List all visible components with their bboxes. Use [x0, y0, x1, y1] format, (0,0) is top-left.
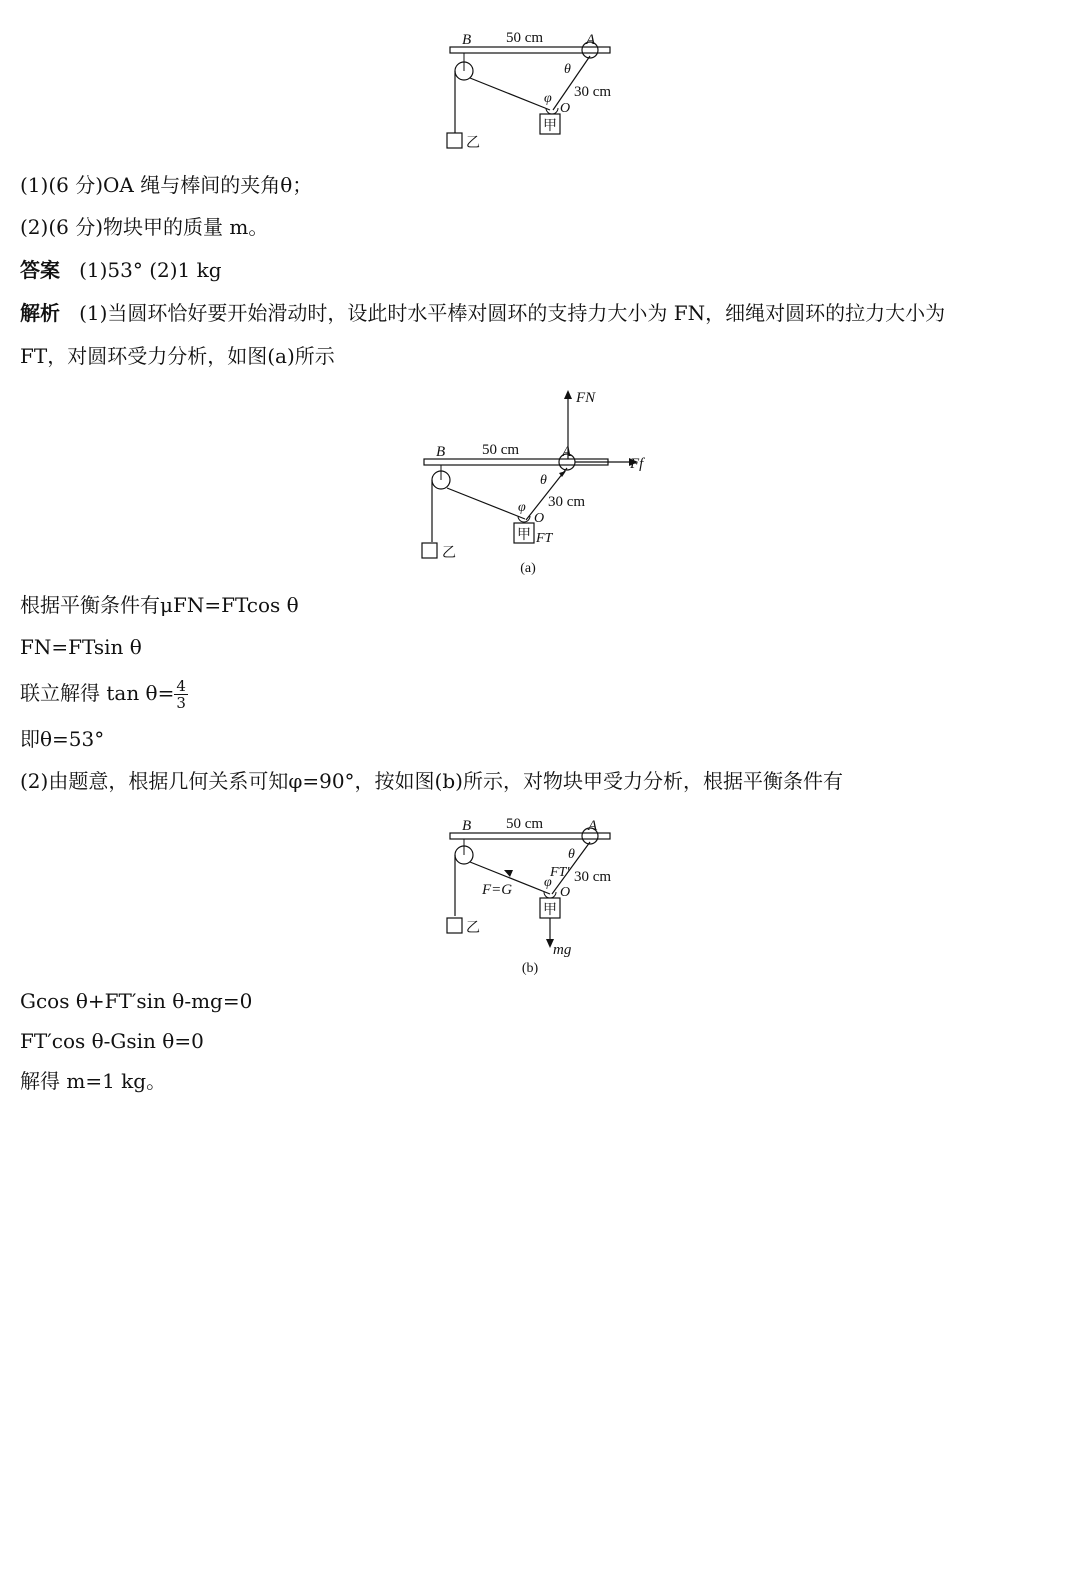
answer-row	[20, 257, 222, 283]
block-yi-label: 乙	[466, 921, 480, 936]
question-1: (1)(6 分)OA 绳与棒间的夹角θ；	[20, 173, 313, 197]
force-mg-label: mg	[553, 942, 572, 958]
label-phi: φ	[544, 91, 552, 106]
label-o: O	[560, 885, 571, 900]
figure-top	[440, 28, 630, 158]
block-yi	[447, 918, 462, 933]
rope-oa	[553, 56, 590, 110]
analysis-label: 解析	[20, 301, 60, 325]
equation-tan-prefix: 联立解得 tan θ=	[20, 681, 175, 705]
answer-text: (1)53° (2)1 kg	[79, 258, 222, 282]
block-yi-label: 乙	[466, 136, 480, 151]
equation-theta: 即θ=53°	[20, 727, 105, 751]
label-a: A	[586, 32, 596, 48]
block-yi-label: 乙	[442, 546, 456, 561]
equation-part2-1: Gcos θ+FT′sin θ-mg=0	[20, 989, 253, 1013]
fraction-denominator: 3	[176, 694, 186, 712]
label-o: O	[534, 511, 545, 526]
label-o: O	[560, 101, 571, 116]
length-ba: 50 cm	[506, 30, 544, 46]
block-jia-label: 甲	[543, 903, 557, 918]
length-ba: 50 cm	[506, 816, 544, 832]
part2-intro: (2)由题意，根据几何关系可知φ=90°，按如图(b)所示，对物块甲受力分析，根据平衡条件有	[20, 769, 843, 793]
equation-balance-2: FN=FTsin θ	[20, 635, 142, 659]
label-b: B	[462, 32, 472, 48]
equation-tan	[20, 676, 188, 711]
caption-a: (a)	[520, 561, 536, 576]
label-b: B	[436, 444, 446, 460]
analysis-text-1: (1)当圆环恰好要开始滑动时，设此时水平棒对圆环的支持力大小为 FN，细绳对圆环的拉力大小为	[79, 301, 946, 325]
force-ff-label: Ff	[630, 456, 644, 472]
horizontal-rod	[450, 833, 610, 839]
length-oa: 30 cm	[574, 869, 612, 885]
fraction-numerator: 4	[176, 677, 186, 695]
length-oa: 30 cm	[548, 494, 586, 510]
caption-b: (b)	[521, 961, 539, 976]
block-jia-label: 甲	[543, 119, 557, 134]
analysis-line-1	[20, 300, 945, 326]
force-g-label: F=G	[482, 882, 513, 898]
length-oa: 30 cm	[574, 84, 612, 100]
label-theta: θ	[540, 473, 547, 488]
figure-b	[440, 814, 640, 976]
label-theta: θ	[564, 62, 571, 77]
label-a: A	[562, 444, 572, 460]
equation-part2-2: FT′cos θ-Gsin θ=0	[20, 1029, 204, 1053]
block-jia-label: 甲	[517, 528, 531, 543]
block-yi	[422, 543, 437, 558]
equation-balance-1: 根据平衡条件有μFN=FTcos θ	[20, 593, 299, 617]
question-2: (2)(6 分)物块甲的质量 m。	[20, 215, 269, 239]
length-ba: 50 cm	[482, 442, 520, 458]
force-ft-label: FT	[536, 531, 553, 546]
force-fn-label: FN	[576, 390, 596, 406]
answer-label: 答案	[20, 258, 60, 282]
force-ft-prime-label: FT′	[550, 865, 570, 880]
label-phi: φ	[544, 875, 552, 890]
analysis-line-2: FT，对圆环受力分析，如图(a)所示	[20, 344, 335, 368]
fraction-4-3	[174, 678, 188, 711]
label-a: A	[588, 818, 598, 834]
label-b: B	[462, 818, 472, 834]
rope-ob	[447, 488, 525, 519]
label-theta: θ	[568, 847, 575, 862]
label-phi: φ	[518, 500, 526, 515]
rope-ob	[470, 78, 550, 110]
figure-a	[410, 384, 660, 580]
equation-part2-result: 解得 m=1 kg。	[20, 1069, 167, 1093]
block-yi	[447, 133, 462, 148]
